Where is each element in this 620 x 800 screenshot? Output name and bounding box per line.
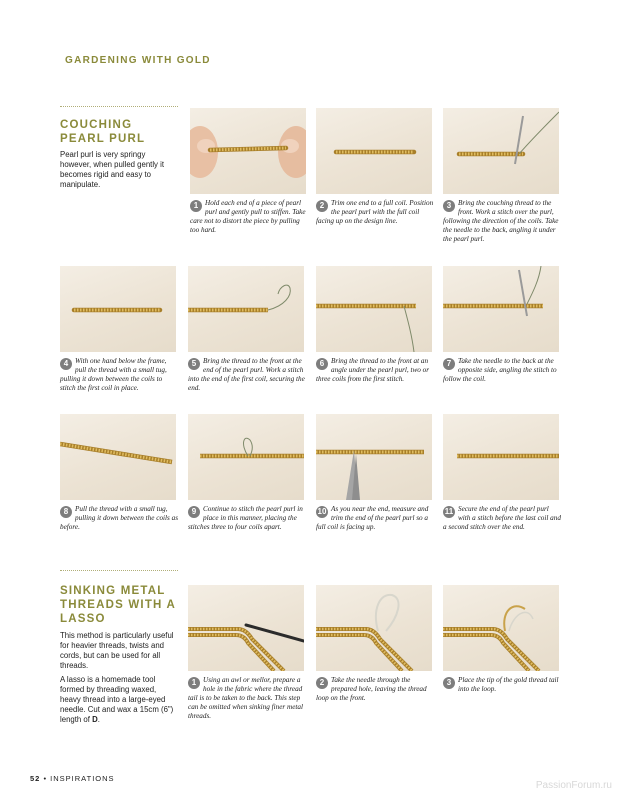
page-number: 52 — [30, 774, 41, 783]
lasso-step-3-photo — [443, 585, 559, 671]
step-11-photo — [443, 414, 559, 500]
section-body-lasso — [60, 631, 178, 729]
step-6-photo — [316, 266, 432, 352]
step-caption — [188, 357, 306, 393]
step-number-badge: 2 — [316, 677, 328, 689]
step-text: As you near the end, measure and trim the end of the pearl purl so a full coil is facing up. — [316, 505, 429, 531]
step-caption — [316, 199, 434, 226]
step-number-badge: 11 — [444, 507, 454, 516]
step-number-badge: 7 — [443, 358, 455, 370]
material-letter: D — [92, 715, 98, 724]
step-number-badge: 6 — [316, 358, 328, 370]
step-caption — [188, 505, 306, 532]
step-number-badge: 3 — [443, 677, 455, 689]
step-text: Take the needle through the prepared hole, leaving the thread loop on the front. — [316, 676, 427, 702]
step-caption — [60, 357, 178, 393]
step-caption — [190, 199, 308, 235]
body-paragraph: Pearl purl is very springy however, when pulled gently it becomes rigid and easy to manipulate. — [60, 150, 165, 189]
lasso-step-2-photo — [316, 585, 432, 671]
step-caption — [60, 505, 178, 532]
step-4-photo — [60, 266, 176, 352]
step-text: Pull the thread with a small tug, pulling it down between the coils as before. — [60, 505, 179, 531]
step-text: Place the tip of the gold thread tail into the loop. — [458, 676, 559, 693]
step-number-badge: 2 — [316, 200, 328, 212]
step-number-badge: 1 — [188, 677, 200, 689]
body-paragraph: This method is particularly useful for heavier threads, twists and cords, but can be used for all threads. — [60, 631, 174, 670]
step-5-photo — [188, 266, 304, 352]
step-text: Take the needle to the back at the opposite side, angling the stitch to follow the coil. — [443, 357, 557, 383]
publication-name: INSPIRATIONS — [50, 774, 115, 783]
step-caption — [188, 676, 306, 721]
step-2-photo — [316, 108, 432, 194]
step-text: Continue to stitch the pearl purl in place in this manner, placing the stitches three to four coils apart. — [188, 505, 303, 531]
watermark: PassionForum.ru — [535, 780, 612, 791]
step-caption — [443, 676, 561, 694]
step-text: Bring the thread to the front at an angle under the pearl purl, two or three coils from the first stitch. — [316, 357, 430, 383]
step-9-photo — [188, 414, 304, 500]
step-caption — [443, 357, 561, 384]
step-caption — [316, 676, 434, 703]
step-text: With one hand below the frame, pull the thread with a small tug, pulling it down between the coils to stitch the first coil in place. — [60, 357, 167, 392]
footer-separator: • — [43, 774, 48, 783]
page-footer — [30, 774, 115, 783]
section-divider — [60, 106, 178, 107]
body-paragraph: A lasso is a homemade tool formed by threading waxed, heavy thread into a large-eyed needle. Cut and wax a 15cm (6") length of D. — [60, 675, 174, 724]
section-divider — [60, 570, 178, 571]
step-number-badge: 8 — [60, 506, 72, 518]
step-text: Using an awl or mellor, prepare a hole in the fabric where the thread tail is to be taken to the back. This step can be omitted when sinking finer metal threads. — [188, 676, 303, 720]
lasso-step-1-photo — [188, 585, 304, 671]
step-3-photo — [443, 108, 559, 194]
step-7-photo — [443, 266, 559, 352]
step-10-photo — [316, 414, 432, 500]
step-number-badge: 10 — [317, 507, 327, 516]
step-number-badge: 4 — [60, 358, 72, 370]
step-number-badge: 9 — [188, 506, 200, 518]
step-text: Secure the end of the pearl purl with a stitch before the last coil and a second stitch over the end. — [443, 505, 561, 531]
step-8-photo — [60, 414, 176, 500]
section-title-lasso: SINKING METAL THREADS WITH A LASSO — [60, 585, 176, 625]
running-header: GARDENING WITH GOLD — [65, 55, 211, 66]
step-1-photo — [190, 108, 306, 194]
section-body-couching — [60, 150, 178, 194]
step-number-badge: 1 — [190, 200, 202, 212]
step-caption — [316, 357, 434, 384]
step-text: Trim one end to a full coil. Position the pearl purl with the full coil facing up on the design line. — [316, 199, 434, 225]
step-text: Bring the couching thread to the front. Work a stitch over the purl, following the direction of the coils. Take the needle to the back, angling it under the pearl purl. — [443, 199, 559, 243]
section-title-couching: COUCHING PEARL PURL — [60, 119, 146, 145]
step-text: Hold each end of a piece of pearl purl and gently pull to stiffen. Take care not to distort the piece by pulling too hard. — [190, 199, 306, 234]
step-text: Bring the thread to the front at the end of the pearl purl. Work a stitch into the end of the first coil, securing the end. — [188, 357, 305, 392]
step-caption — [443, 505, 561, 532]
step-number-badge: 3 — [443, 200, 455, 212]
step-caption — [316, 505, 434, 532]
step-number-badge: 5 — [188, 358, 200, 370]
step-caption — [443, 199, 561, 244]
